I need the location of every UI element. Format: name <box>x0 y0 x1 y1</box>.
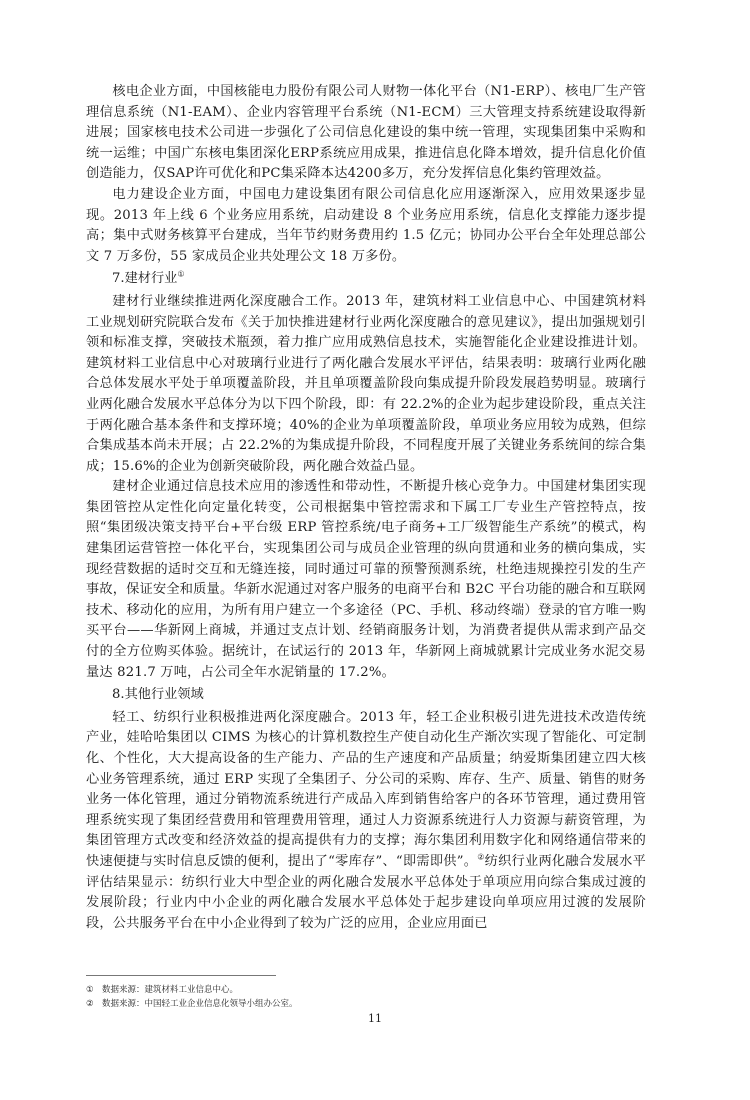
paragraph-power-construction: 电力建设企业方面，中国电力建设集团有限公司信息化应用逐渐深入，应用效果逐步显现。2013 年上线 6 个业务应用系统，启动建设 8 个业务应用系统，信息化支撑能力逐步提高；集中式财务核算平台建成，当年节约财务费用约 1.5 亿元；协同办公平台全年处理总部公文 7 万多份，55 家成员企业共处理公文 18 万多份。 <box>86 186 646 264</box>
paragraph-building-materials-enterprises: 建材企业通过信息技术应用的渗透性和带动性，不断提升核心竞争力。中国建材集团实现集团管控从定性化向定量化转变，公司根据集中管控需求和下属工厂专业生产管控特点，按照“集团级决策支持平台+平台级 ERP 管控系统/电子商务+工厂级智能生产系统”的模式，构建集团运营管控一体化平台，实现集团公司与成员企业管理的纵向贯通和业务的横向集成，实现经营数据的适时交互和无缝连接，同时通过可靠的预警预测系统，杜绝违规操控引发的生产事故，保证安全和质量。华新水泥通过对客户服务的电商平台和 B2C 平台功能的融合和互联网技术、移动化的应用，为所有用户建立一个多途径（PC、手机、移动终端）登录的官方唯一购买平台——华新网上商城，并通过支点计划、经销商服务计划，为消费者提供从需求到产品交付的全方位购买体验。据统计，在试运行的 2013 年，华新网上商城就累计完成业务水泥交易量达 821.7 万吨，占公司全年水泥销量的 17.2%。 <box>86 479 646 680</box>
page-body <box>86 82 646 934</box>
paragraph-light-textile <box>86 708 646 935</box>
section-heading-other-industries: 8.其他行业领域 <box>112 687 204 703</box>
paragraph-building-materials-industry: 建材行业继续推进两化深度融合工作。2013 年，建筑材料工业信息中心、中国建筑材料工业规划研究院联合发布《关于加快推进建材行业两化深度融合的意见建议》，提出加强规划引领和标准支撑，突破技术瓶颈，着力推广应用成熟信息技术，实施智能化企业建设推进计划。建筑材料工业信息中心对玻璃行业进行了两化融合发展水平评估，结果表明：玻璃行业两化融合总体发展水平处于单项覆盖阶段，并且单项覆盖阶段向集成提升阶段发展趋势明显。玻璃行业两化融合发展水平总体分为以下四个阶段，即：有 22.2%的企业为起步建设阶段，重点关注于两化融合基本条件和支撑环境；40%的企业为单项覆盖阶段，单项业务应用较为成熟，但综合集成基本尚未开展；占 22.2%的为集成提升阶段，不同程度开展了关键业务系统间的综合集成；15.6%的企业为创新突破阶段，两化融合效益凸显。 <box>86 293 646 474</box>
page-number: 11 <box>368 1012 382 1025</box>
footnote-ref-1[interactable]: ① <box>177 269 185 279</box>
footnotes <box>86 983 646 1011</box>
heading-text: 7.建材行业 <box>112 271 178 287</box>
footnote-item <box>86 983 646 997</box>
footnote-marker: ② <box>86 999 94 1009</box>
footnote-divider <box>86 975 276 976</box>
footnote-text: 数据来源：中国轻工业企业信息化领导小组办公室。 <box>102 999 298 1009</box>
footnote-item <box>86 997 646 1011</box>
paragraph-light-textile-part1: 轻工、纺织行业积极推进两化深度融合。2013 年，轻工企业积极引进先进技术改造传统产业，娃哈哈集团以 CIMS 为核心的计算机数控生产使自动化生产渐次实现了智能化、可定制化、个性化，大大提高设备的生产能力、产品的生产速度和产品质量；纳爱斯集团建立四大核心业务管理系统，通过 ERP 实现了全集团子、分公司的采购、库存、生产、质量、销售的财务业务一体化管理，通过分销物流系统进行产成品入库到销售给客户的各环节管理，通过费用管理系统实现了集团经营费用和管理费用管理，通过人力资源系统进行人力资源与薪资管理，为集团管理方式改变和经济效益的提高提供有力的支撑；海尔集团利用数字化和网络通信带来的快速便捷与实时信息反馈的便利，提出了“零库存”、“即需即供”。 <box>86 709 646 869</box>
paragraph-light-textile-part2: 纺织行业两化融合发展水平评估结果显示：纺织行业大中型企业的两化融合发展水平总体处于单项应用向综合集成过渡的发展阶段；行业内中小企业的两化融合发展水平总体处于起步建设向单项应用过渡的发展阶段，公共服务平台在中小企业得到了较为广泛的应用，企业应用面已 <box>86 853 646 931</box>
footnote-text: 数据来源：建筑材料工业信息中心。 <box>102 985 239 995</box>
footnote-ref-2[interactable]: ② <box>477 852 485 862</box>
section-heading-building-materials <box>86 269 646 290</box>
paragraph-nuclear: 核电企业方面，中国核能电力股份有限公司人财物一体化平台（N1-ERP）、核电厂生产管理信息系统（N1-EAM）、企业内容管理平台系统（N1-ECM）三大管理支持系统建设取得新进展；国家核电技术公司进一步强化了公司信息化建设的集中统一管理，实现集团集中采购和统一运维；中国广东核电集团深化ERP系统应用成果，推进信息化降本增效，提升信息化价值创造能力，仅SAP许可优化和PC集采降本达4200多万，充分发挥信息化集约管理效益。 <box>86 84 646 182</box>
footnote-marker: ① <box>86 985 94 995</box>
